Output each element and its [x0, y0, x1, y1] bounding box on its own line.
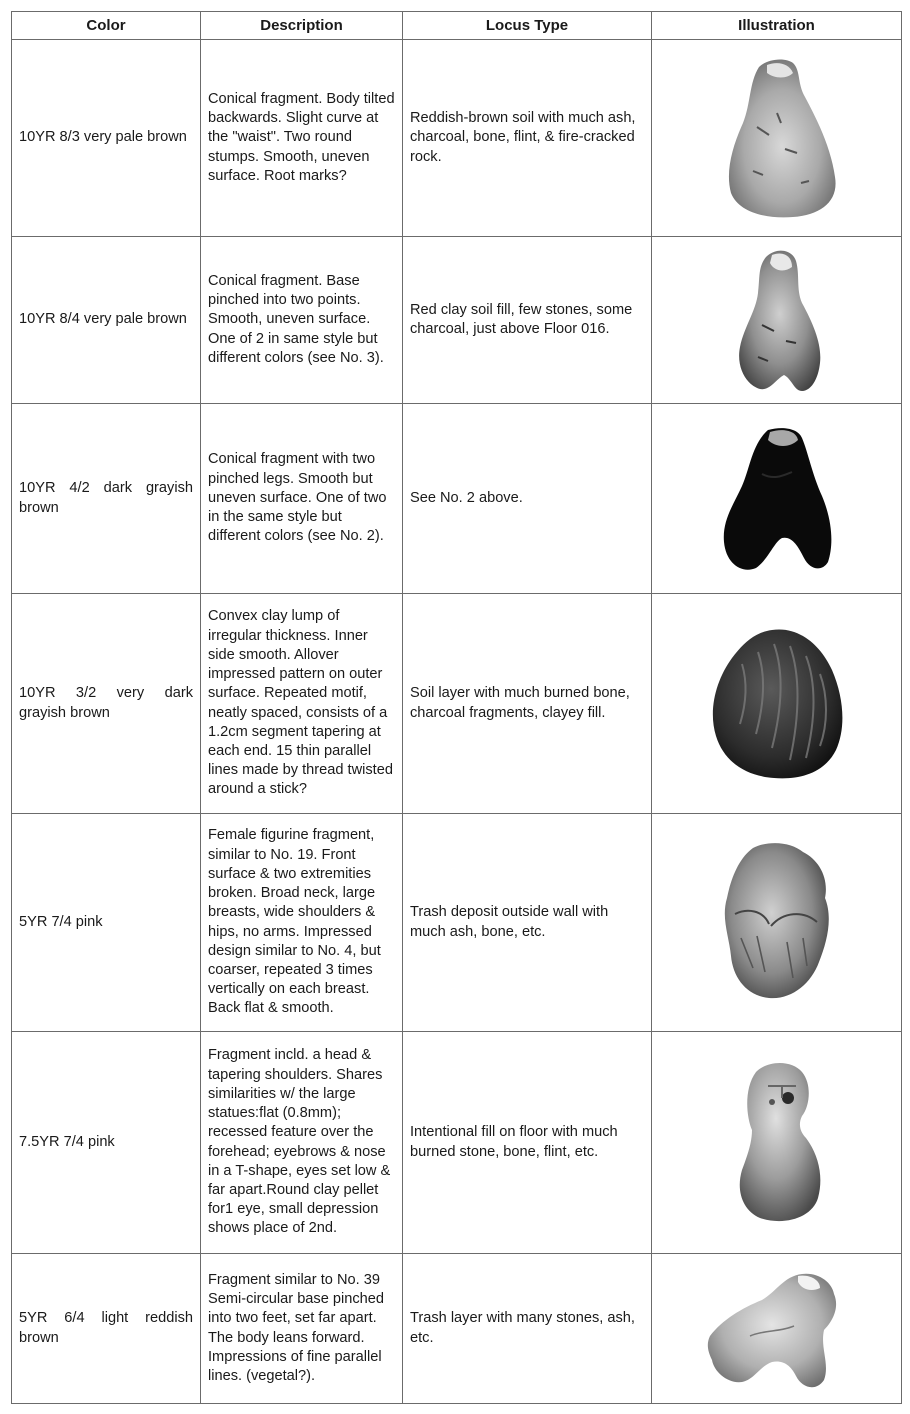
color-cell: 10YR 4/2 dark grayish brown [12, 404, 201, 594]
illustration-cell [652, 404, 902, 594]
header-color: Color [12, 12, 201, 40]
table-row [12, 1032, 902, 1254]
locus-type-cell: Red clay soil fill, few stones, some charcoal, just above Floor 016. [403, 237, 652, 404]
color-cell: 10YR 8/3 very pale brown [12, 40, 201, 237]
illustration-cell [652, 237, 902, 404]
description-cell: Fragment similar to No. 39 Semi-circular base pinched into two feet, set far apart. The body leans forward. Impressions of fine parallel lines. (vegetal?). [201, 1254, 403, 1404]
description-cell: Conical fragment. Base pinched into two points. Smooth, uneven surface. One of 2 in same style but different colors (see No. 3). [201, 237, 403, 404]
head-fragment-photo [722, 1058, 832, 1228]
description-cell: Fragment incld. a head & tapering shoulders. Shares similarities w/ the large statues:flat (0.8mm); recessed feature over the forehead; eyebrows & nose in a T-shape, eyes set low & far apart.Round clay pellet for1 eye, small depression shows place of 2nd. [201, 1032, 403, 1254]
color-cell: 5YR 6/4 light reddish brown [12, 1254, 201, 1404]
table-row [12, 814, 902, 1032]
dark-two-legged-fragment-photo [712, 424, 842, 574]
locus-type-cell: Reddish-brown soil with much ash, charcoal, bone, flint, & fire-cracked rock. [403, 40, 652, 237]
pinched-conical-fragment-photo [722, 245, 832, 395]
color-cell: 7.5YR 7/4 pink [12, 1032, 201, 1254]
table-row [12, 40, 902, 237]
conical-figurine-fragment-photo [697, 53, 857, 223]
locus-type-cell: Intentional fill on floor with much burned stone, bone, flint, etc. [403, 1032, 652, 1254]
female-figurine-fragment-photo [707, 838, 847, 1008]
table-row [12, 594, 902, 814]
impressed-clay-lump-photo [702, 624, 852, 784]
color-cell: 10YR 8/4 very pale brown [12, 237, 201, 404]
description-cell: Female figurine fragment, similar to No. 19. Front surface & two extremities broken. Broad neck, large breasts, wide shoulders & hips, no arms. Impressed design similar to No. 4, but coarser, repeated 3 times vertically on each breast. Back flat & smooth. [201, 814, 403, 1032]
table-row [12, 237, 902, 404]
description-cell: Convex clay lump of irregular thickness. Inner side smooth. Allover impressed pattern on outer surface. Repeated motif, neatly spaced, consists of a 1.2cm segment tapering at each end. 15 thin parallel lines made by thread twisted around a stick? [201, 594, 403, 814]
header-description: Description [201, 12, 403, 40]
table-header-row [12, 12, 902, 40]
locus-type-cell: Trash layer with many stones, ash, etc. [403, 1254, 652, 1404]
header-locus-type: Locus Type [403, 12, 652, 40]
color-cell: 10YR 3/2 very dark grayish brown [12, 594, 201, 814]
locus-type-cell: Trash deposit outside wall with much ash, bone, etc. [403, 814, 652, 1032]
illustration-cell [652, 594, 902, 814]
description-cell: Conical fragment with two pinched legs. Smooth but uneven surface. One of two in the same style but different colors (see No. 2). [201, 404, 403, 594]
table-row [12, 404, 902, 594]
color-cell: 5YR 7/4 pink [12, 814, 201, 1032]
illustration-cell [652, 40, 902, 237]
illustration-cell [652, 1032, 902, 1254]
illustration-cell [652, 1254, 902, 1404]
header-illustration: Illustration [652, 12, 902, 40]
table-row [12, 1254, 902, 1404]
artifact-table [11, 11, 902, 1404]
locus-type-cell: See No. 2 above. [403, 404, 652, 594]
locus-type-cell: Soil layer with much burned bone, charcoal fragments, clayey fill. [403, 594, 652, 814]
illustration-cell [652, 814, 902, 1032]
two-footed-fragment-photo [702, 1264, 852, 1394]
description-cell: Conical fragment. Body tilted backwards. Slight curve at the "waist". Two round stumps. Smooth, uneven surface. Root marks? [201, 40, 403, 237]
